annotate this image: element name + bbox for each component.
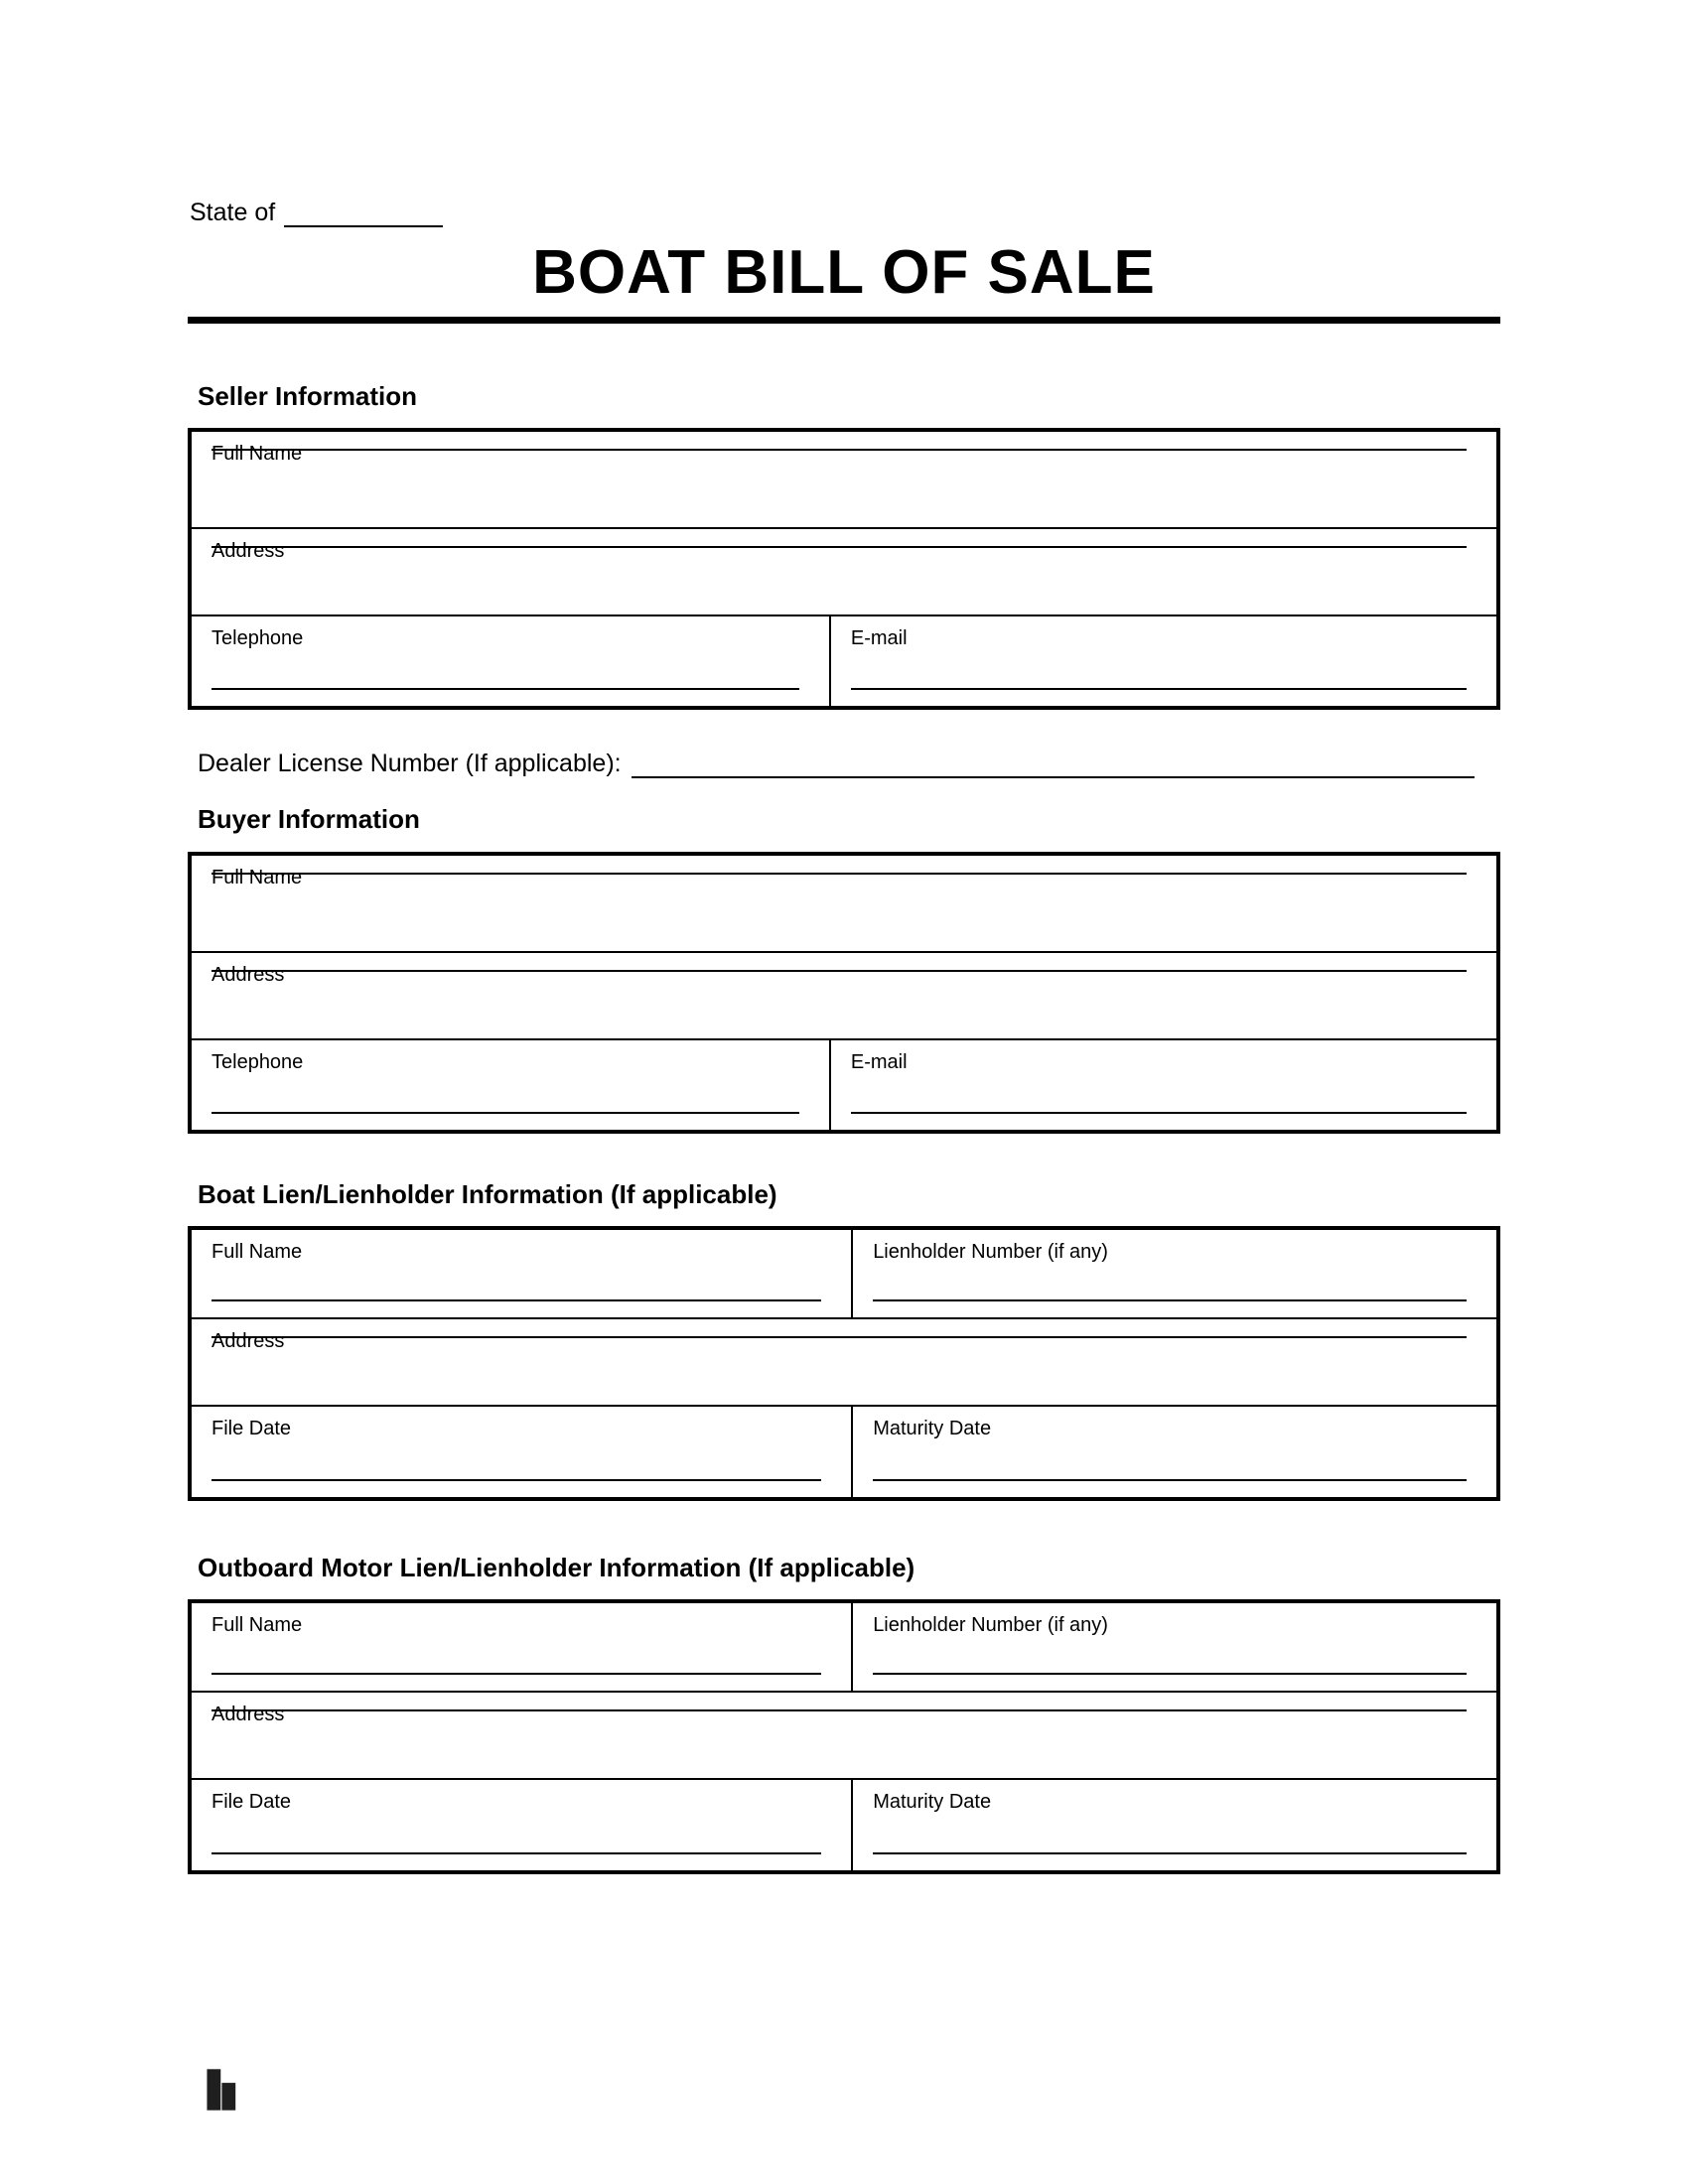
- outboard-lien-maturity-date-label: Maturity Date: [873, 1790, 992, 1813]
- outboard-lien-file-date-blank: [211, 1852, 821, 1854]
- document-content: [188, 0, 1500, 1874]
- seller-email-label: E-mail: [850, 627, 908, 650]
- outboard-lien-address-blank: [211, 1709, 1467, 1711]
- outboard-lien-section-heading: Outboard Motor Lien/Lienholder Information (If applicable): [198, 1552, 915, 1582]
- outboard-lien-number-label: Lienholder Number (if any): [873, 1613, 1108, 1636]
- boat-lien-maturity-date-blank: [873, 1479, 1467, 1481]
- buyer-address-cell: [192, 953, 1496, 988]
- buyer-address-blank: [211, 970, 1467, 972]
- seller-full-name-cell: [192, 432, 1496, 467]
- boat-lien-full-name-label: Full Name: [211, 1240, 303, 1263]
- seller-full-name-label: Full Name: [211, 443, 303, 466]
- seller-telephone-cell: [192, 616, 831, 706]
- buyer-section-heading: Buyer Information: [198, 804, 420, 835]
- outboard-lien-number-cell: [853, 1603, 1496, 1691]
- outboard-lien-file-date-label: File Date: [211, 1790, 292, 1813]
- boat-lien-file-date-cell: [192, 1407, 853, 1497]
- boat-lien-address-blank: [211, 1336, 1467, 1338]
- dealer-license-line: [188, 750, 1500, 778]
- outboard-lien-maturity-date-cell: [853, 1780, 1496, 1870]
- outboard-lien-number-blank: [873, 1673, 1467, 1675]
- outboard-lien-full-name-cell: [192, 1603, 853, 1691]
- buyer-email-blank: [851, 1112, 1467, 1114]
- outboard-lien-address-row: [192, 1691, 1496, 1778]
- outboard-lien-full-name-label: Full Name: [211, 1613, 303, 1636]
- boat-lien-section-heading: Boat Lien/Lienholder Information (If applicable): [198, 1178, 777, 1209]
- buyer-email-cell: [831, 1040, 1496, 1130]
- seller-address-label: Address: [211, 540, 285, 563]
- boat-lien-file-date-blank: [211, 1479, 821, 1481]
- buyer-info-table: [188, 852, 1500, 1134]
- buyer-full-name-row: [192, 856, 1496, 951]
- buyer-address-label: Address: [211, 963, 285, 986]
- outboard-lien-file-date-cell: [192, 1780, 853, 1870]
- buyer-full-name-label: Full Name: [211, 866, 303, 888]
- seller-address-row: [192, 527, 1496, 614]
- seller-telephone-label: Telephone: [211, 627, 304, 650]
- seller-email-blank: [851, 688, 1467, 690]
- boat-lien-number-blank: [873, 1299, 1467, 1301]
- boat-lien-full-name-blank: [211, 1299, 821, 1301]
- seller-telephone-blank: [211, 688, 799, 690]
- boat-lien-number-label: Lienholder Number (if any): [873, 1240, 1108, 1263]
- buyer-email-label: E-mail: [850, 1050, 908, 1073]
- legal-templates-logo-icon: [204, 2067, 249, 2113]
- title-rule: [188, 317, 1500, 324]
- outboard-lien-address-label: Address: [211, 1703, 285, 1725]
- boat-lien-number-cell: [853, 1230, 1496, 1317]
- buyer-full-name-blank: [211, 873, 1467, 875]
- state-of-line: [188, 199, 1500, 227]
- seller-info-table: [188, 428, 1500, 710]
- buyer-full-name-cell: [192, 856, 1496, 890]
- buyer-contact-row: [192, 1038, 1496, 1130]
- boat-lien-address-cell: [192, 1319, 1496, 1354]
- seller-contact-row: [192, 614, 1496, 706]
- boat-lien-address-label: Address: [211, 1329, 285, 1352]
- buyer-address-row: [192, 951, 1496, 1038]
- seller-address-blank: [211, 546, 1467, 548]
- seller-full-name-blank: [211, 449, 1467, 451]
- outboard-lien-table: [188, 1599, 1500, 1874]
- outboard-lien-maturity-date-blank: [873, 1852, 1467, 1854]
- page-title: BOAT BILL OF SALE: [532, 238, 1156, 307]
- boat-lien-file-date-label: File Date: [211, 1417, 292, 1439]
- outboard-lien-name-row: [192, 1603, 1496, 1691]
- boat-lien-full-name-cell: [192, 1230, 853, 1317]
- boat-lien-name-row: [192, 1230, 1496, 1317]
- dealer-license-label: Dealer License Number (If applicable):: [198, 750, 622, 778]
- seller-address-cell: [192, 529, 1496, 564]
- outboard-lien-address-cell: [192, 1693, 1496, 1727]
- seller-email-cell: [831, 616, 1496, 706]
- state-of-blank-field: [284, 201, 443, 227]
- boat-lien-table: [188, 1226, 1500, 1501]
- boat-lien-maturity-date-label: Maturity Date: [873, 1417, 992, 1439]
- seller-full-name-row: [192, 432, 1496, 527]
- boat-lien-maturity-date-cell: [853, 1407, 1496, 1497]
- buyer-telephone-blank: [211, 1112, 799, 1114]
- buyer-telephone-label: Telephone: [211, 1050, 304, 1073]
- outboard-lien-full-name-blank: [211, 1673, 821, 1675]
- dealer-license-blank-field: [632, 751, 1475, 778]
- state-of-label: State of: [190, 199, 276, 226]
- outboard-lien-dates-row: [192, 1778, 1496, 1870]
- seller-section-heading: Seller Information: [198, 381, 418, 412]
- boat-lien-address-row: [192, 1317, 1496, 1405]
- buyer-telephone-cell: [192, 1040, 831, 1130]
- boat-lien-dates-row: [192, 1405, 1496, 1497]
